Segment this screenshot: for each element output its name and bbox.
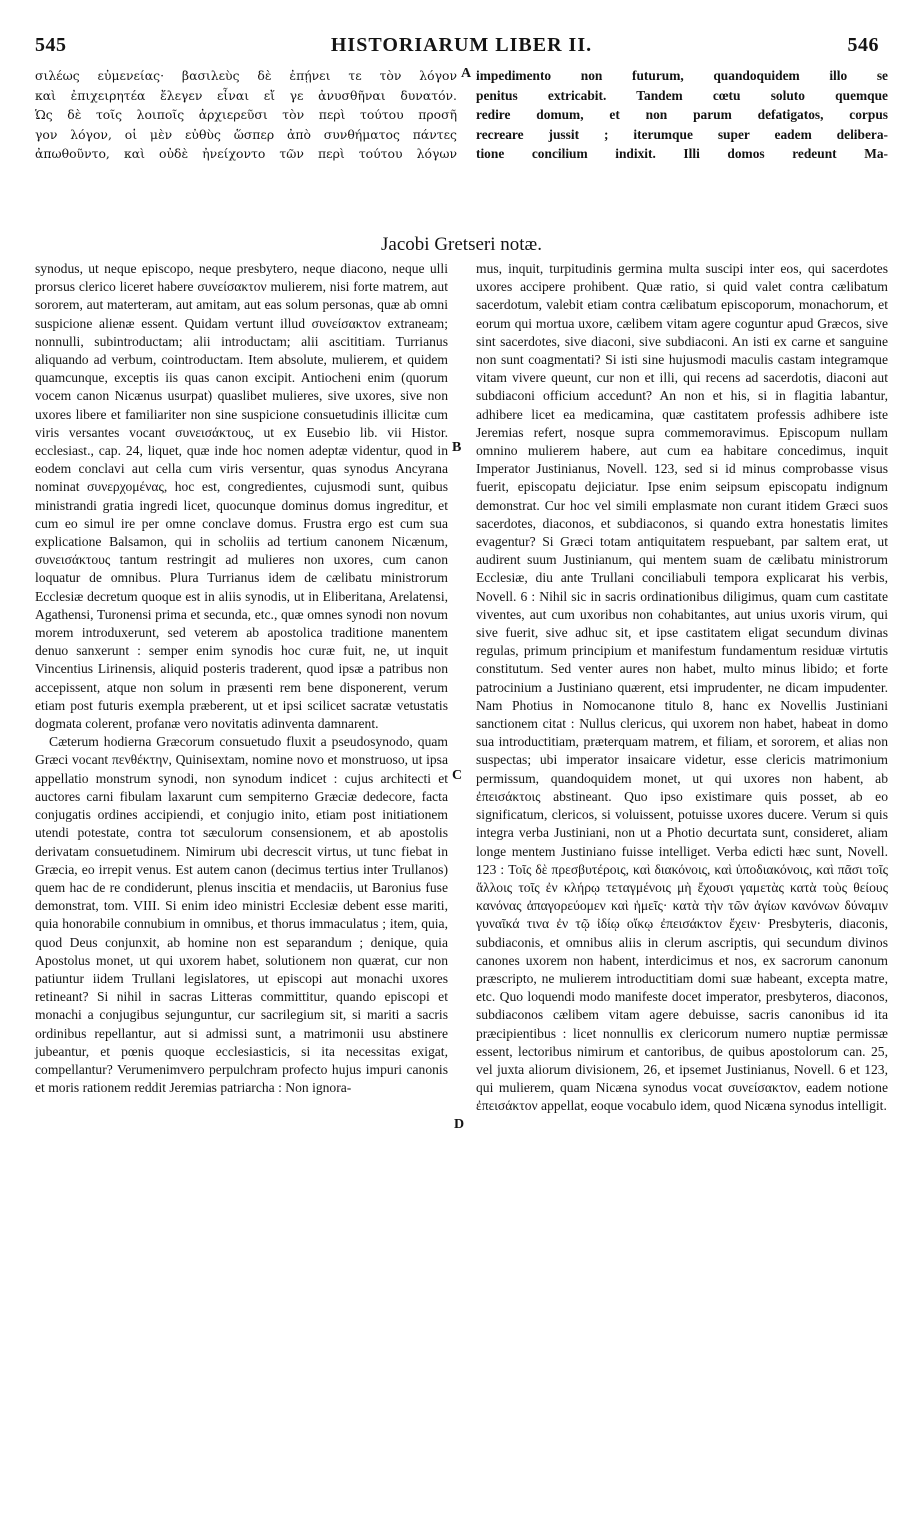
- section-marker-d: D: [454, 1117, 465, 1132]
- greek-line: Ὡς δὲ τοῖς λοιποῖς ἀρχιερεῦσι τὸν περὶ τούτου προσῆ: [35, 107, 457, 123]
- notes-paragraph: Cæterum hodierna Græcorum consuetudo fluxit a pseudosynodo, quam Græci vocant πενθέκτην, Quinisextam, nomine novo et monstruoso, ut ipsa appellatio monstrum synodi, non synodum indicet : cujus architecti et auctores carni fibulam laxarunt cum sempiterno Græciæ dedecore, facta conjugatis ordines accipiendi, et conjugio inito, etiam post initiationem utendi potestate, contra tot sæculorum consensionem, et ab apostolis derivatam consuetudinem. Nimirum ubi decrescit virtus, ut tunc fiebat in Græcia, eo irrepit venus. Est autem canon (decimus tertius inter Trullanos) quem hac de re condiderunt, plenus inscitia et mendaciis, ut Baronius fuse demonstrat, tom. VIII. Si enim ideo ministri Ecclesiæ debent esse mariti, quia honorabile connubium in omnibus, et thorus immaculatus ; item, quia, quod Deus conjunxit, ab homine non est separandum ; denique, quia Apostolus monet, ut qui uxorem habet, solutionem non quærat, cur non patiuntur iidem Trullani legislatores, ut episcopi aut monachi uxores retineant? Si nihil in sacras Litteras committitur, quando episcopi et monachi a conjugibus sejunguntur, cur sacrilegium sit, si mariti a sacris ordinibus repellantur, aut si admissi sunt, a matrimonii usu abstinere jubeantur, et pœnis quoque ecclesiasticis, si ita necessitas exigat, compellantur? Verumenimvero perpulchram profecto hujus impuri canonis et moris rationem reddit Jeremias patriarcha : Non ignora-: [35, 734, 448, 1096]
- notes-right-column: [476, 260, 888, 1116]
- section-marker-c: C: [452, 768, 463, 783]
- latin-line: penitus extricabit. Tandem cœtu soluto quemque: [476, 87, 888, 103]
- page-number-right: 546: [847, 34, 879, 56]
- section-marker-a: A: [461, 66, 472, 81]
- notes-heading: Jacobi Gretseri notæ.: [381, 234, 542, 255]
- greek-line: σιλέως εὐμενείας· βασιλεὺς δὲ ἐπῄνει τε τὸν λόγον: [35, 68, 457, 83]
- latin-line: redire domum, et non parum defatigatos, corpus: [476, 107, 888, 123]
- latin-line: tione concilium indixit. Illi domos redeunt Ma-: [476, 146, 888, 162]
- latin-text-column: [476, 66, 888, 164]
- notes-paragraph: mus, inquit, turpitudinis germina multa suscipi inter eos, qui sacerdotes uxores accipere prohibent. Quæ ratio, si quid valet contra cælibatum sacerdotum, valebit etiam contra cælibatum episcoporum, monachorum, et eorum qui mortua uxore, cælibem vitam agere coguntur apud Græcos, sive sint sacerdotes, sive diaconi, sive subdiaconi. An isti ex carne et sanguine non sunt coagmentati? Si isti sine hujusmodi maculis castam integramque vitam vivere queunt, cur non et illi, qui recens ad sacerdotis, diaconi aut subdiaconi officium accedunt? An non et his, si in flagitia labantur, adhibere licet ea medicamina, quæ castitatem professis adhibere iste Jeremias refert, nosque supra commemoravimus. Episcopum nullam omnino mulierem habere, aut cum ea habitare concedimus, inquit Imperator Justinianus, Novell. 123, sed si id minus comprobasse visus fuerit, episcopatu dejiciatur. Ipse enim seipsum episcopatu indignum demonstrat. Cur hoc vel simili emplasmate non curant itidem Græci suos sacerdotes, diaconos, et subdiaconos, si quando extra honestatis limites evagentur? Si Græci totam antiquitatem respuebant, par saltem erat, ut audirent suum Justinianum, qui mentem suam de cælibatu ministrorum Ecclesiæ, diu ante Trullani conciliabuli tempora explicarat his verbis, Novell. 6 : Nihil sic in sacris ordinationibus diligimus, quam cum castitate viventes, aut cum uxoribus non cohabitantes, aut unius uxoris virum, qui sive fuerit, sive adhuc sit, et ipse castitatem eligat secundum divinas regulas, primum principium et manifestum fundamentum residuæ virtutis constitutum. Sed venter aures non habet, multo minus libido; et forte patrocinium a Justiniano quærent, etsi imprudenter, ne dicam impudenter. Nam Photius in Nomocanone titulo 8, hanc ex Novellis Justiniani sanctionem citat : Nullus clericus, qui uxorem non habet, habeat in domo sua introductitiam, præterquam matrem, et filiam, et sororem, et alias non suspectas; ubi imperator insaicare videtur, esse clericis matrimonium permissum, quandoquidem monet, ut qui uxores non habent, ab ἐπεισάκτοις abstineant. Quo ipso existimare quis posset, ab eo significatum, clericos, si voluissent, potuisse uxores ducere. Verum si quis integra verba Justiniani, non ut a Photio decurtata sunt, consideret, aliam longe mentem Justiniano fuisse intelliget. Verba edicti hæc sunt, Novell. 123 : Τοῖς δὲ πρεσβυτέροις, καὶ διακόνοις, καὶ ὑποδιακόνοις, καὶ πᾶσι τοῖς ἄλλοις τοῖς ἐν κλήρῳ τεταγμένοις μὴ ἔχουσι γαμετὰς κατὰ τοὺς θείους κανόνας ἀπαγορεύομεν καὶ ἡμεῖς· κατὰ τὴν τῶν ἁγίων κανόνων δύναμιν γυναῖκά τινα ἐν τῷ ἰδίῳ οἴκῳ ἐπεισάκτον ἔχειν· Presbyteris, diaconis, subdiaconis, et omnibus aliis in clerum ascriptis, qui secundum divinos canones uxorem non habent, interdicimus et nos, ex sacrorum canonum præscripto, ne mulierem introductitiam domi suæ habeant, excepta matre, etc. Quo loquendi modo manifeste docet imperator, presbyteros, diaconos, subdiaconos cælibem vitam agere debuisse, sacris canonibus id ita præcipientibus : licet nonnullis ex clericorum numero nuptiæ permissæ essent, lectoribus nimirum et cantoribus, de quibus apostolorum can. 25, vel juxta aliorum divisionem, 26, et ipsemet Justinianus, Novell. 6 et 123, qui mulierem, quam Nicæna synodus vocat συνείσακτον, eadem notione ἐπεισάκτον appellat, eoque vocabulo idem, quod Nicæna synodus intelligit.: [476, 261, 888, 1114]
- page-number-left: 545: [35, 34, 67, 56]
- section-marker-b: B: [452, 440, 462, 455]
- latin-line: impedimento non futurum, quandoquidem illo se: [476, 68, 888, 83]
- latin-line: recreare jussit ; iterumque super eadem delibera-: [476, 126, 888, 142]
- greek-line: γον λόγον, οἱ μὲν εὐθὺς ὥσπερ ἀπὸ συνθήματος πάντες: [35, 126, 457, 142]
- notes-left-column: [35, 260, 448, 1097]
- greek-line: καὶ ἐπιχειρητέα ἔλεγεν εἶναι εἴ γε ἀνυσθῆναι δυνατόν.: [35, 87, 457, 103]
- greek-text-column: [35, 66, 457, 164]
- notes-paragraph: synodus, ut neque episcopo, neque presbytero, neque diacono, neque ulli prorsus clerico liceret habere συνείσακτον mulierem, nisi forte matrem, aut sororem, aut materteram, aut amitam, aut eas solum personas, quæ ab omni suspicione alienæ essent. Quidam vertunt illud συνείσακτον extraneam; nonnulli, subintroductam; alii introductam; alii ascititiam. Turrianus aliquando ad verbum, cointroductam. Item absolute, mulierem, et quidem quamcunque, exceptis iis quas canon excipit. Antiocheni enim (quorum vocem canon Nicænus usurpat) quaslibet mulieres, sive uxores, sive non uxores libere et familiariter non sine suspicione consuetudinis illicitæ cum viris versantes vocant συνεισάκτους, ut ex Eusebio lib. vii Histor. ecclesiast., cap. 24, liquet, quæ inde hoc nomen adeptæ videntur, quod in eodem conclavi aut cella cum viris versentur, quas synodus Ancyrana nominat συνερχομένας, hoc est, congredientes, cujusmodi sunt, quibus ministrandi gratia ingredi licet, quocunque dominus domus ingreditur, et cum eo simul ire per omne conclave domus. Frustra ergo est cum sua explicatione Balsamon, qui in scholiis ad tertium canonem Nicænum, συνεισάκτους tantum restringit ad mulieres non uxores, cum canon loquatur de omnibus. Plura Turrianus idem de cælibatu ministrorum Ecclesiæ decretum quoque est in aliis synodis, ut in Eliberitana, Arelatensi, Agathensi, Turonensi prima et secunda, etc., quæ omnes synodi non novum morem introduxerunt, sed veterem ab apostolica traditione manentem denuo sanxerunt : semper enim synodis hoc curæ fuit, ne, ut inquit Vincentius Lirinensis, aliquid posteris traderent, quod ipsæ a patribus non accepissent, atque non solum in præsenti rem bene disponerent, verum etiam post futuris exempla præberent, ut et ipsi scilicet sacratæ vetustatis dogmata colerent, profanæ vero novitatis adinventa damnarent.: [35, 261, 448, 732]
- greek-line: ἀπωθοῦντο, καὶ οὐδὲ ἠνείχοντο τῶν περὶ τούτου λόγων: [35, 146, 457, 162]
- running-title: HISTORIARUM LIBER II.: [330, 34, 593, 56]
